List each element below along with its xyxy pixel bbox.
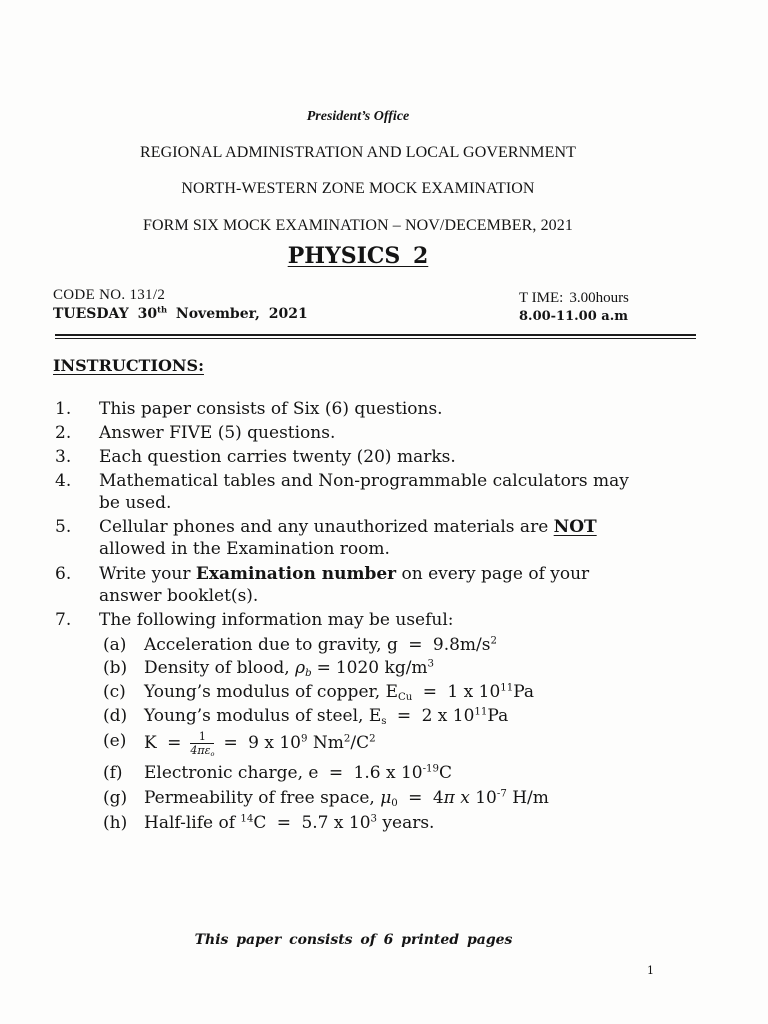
zone-heading: NORTH-WESTERN ZONE MOCK EXAMINATION	[181, 180, 535, 197]
exponent: -7	[496, 788, 507, 800]
constant-text	[144, 705, 508, 727]
instruction-text	[99, 563, 589, 607]
instruction-line-start: Cellular phones and any unauthorized materials are	[99, 517, 549, 537]
fraction	[190, 730, 214, 757]
instruction-text: Each question carries twenty (20) marks.	[99, 447, 456, 467]
instruction-item	[0, 470, 768, 513]
day-suffix: th	[157, 304, 168, 315]
constant-symbol: g	[386, 635, 398, 655]
denominator-subscript: o	[210, 749, 215, 758]
equals-sign: =	[422, 682, 438, 702]
instruction-number: 1.	[55, 399, 72, 419]
constant-text	[144, 812, 434, 834]
exam-time-range: 8.00-11.00 a.m	[519, 309, 628, 324]
constant-label: (b)	[103, 658, 128, 678]
exam-month-year: November, 2021	[175, 306, 308, 322]
instruction-text: This paper consists of Six (6) questions.	[99, 399, 443, 419]
paper-code: CODE NO. 131/2	[53, 287, 166, 303]
instruction-line: Mathematical tables and Non-programmable calculators may	[99, 471, 629, 491]
constant-symbol: ρ	[295, 658, 306, 678]
constant-value: 2 x 10	[421, 706, 475, 726]
instruction-number: 6.	[55, 564, 72, 584]
duration-value: 3.00hours	[569, 290, 629, 306]
constant-symbol: E	[368, 706, 382, 726]
constant-unit: Nm	[312, 733, 344, 753]
exam-heading: FORM SIX MOCK EXAMINATION – NOV/DECEMBER, 2021	[143, 217, 573, 234]
constant-description: Permeability of free space,	[144, 788, 375, 808]
unit-exponent: 2	[343, 733, 351, 745]
constant-description: Electronic charge,	[144, 763, 304, 783]
instruction-number: 4.	[55, 471, 72, 491]
instruction-number: 5.	[55, 517, 72, 537]
instruction-text	[99, 516, 597, 560]
constant-text	[144, 634, 497, 656]
constant-item	[0, 812, 768, 834]
constant-label: (c)	[103, 682, 126, 702]
exponent: 9	[300, 733, 308, 745]
constant-label: (d)	[103, 706, 128, 726]
constant-description: Acceleration due to gravity,	[144, 635, 382, 655]
constant-label: (h)	[103, 813, 128, 833]
constant-symbol: e	[308, 763, 319, 783]
office-name: President’s Office	[306, 109, 410, 124]
time-label: T IME:	[519, 290, 564, 306]
constant-value: 9.8m/s	[432, 635, 491, 655]
exponent: 3	[370, 813, 377, 825]
constant-label: (g)	[103, 788, 128, 808]
instruction-text: The following information may be useful:	[99, 610, 454, 630]
constant-label: (e)	[103, 731, 127, 751]
instruction-line	[99, 516, 597, 538]
instruction-number: 2.	[55, 423, 72, 443]
constant-item	[0, 762, 768, 784]
constant-symbol: μ	[380, 788, 392, 808]
constant-symbol: C	[253, 813, 267, 833]
constant-item	[0, 787, 768, 809]
instruction-item	[0, 422, 768, 444]
emphasis-examination-number: Examination number	[195, 564, 397, 584]
constant-description: Density of blood,	[144, 658, 290, 678]
instruction-text	[99, 470, 629, 514]
fraction-denominator	[190, 744, 214, 757]
instruction-line-start: Write your	[99, 564, 191, 584]
exam-day: TUESDAY 30	[53, 306, 158, 322]
instructions-heading: INSTRUCTIONS:	[53, 356, 204, 375]
instruction-line: answer booklet(s).	[99, 586, 259, 606]
fraction-numerator: 1	[190, 730, 214, 744]
instruction-line: be used.	[99, 493, 172, 513]
constant-unit: years.	[382, 813, 435, 833]
exponent: 2	[490, 635, 497, 647]
constant-value: 1.6 x 10	[353, 763, 423, 783]
double-rule-divider	[55, 334, 696, 339]
equals-sign: =	[316, 658, 331, 678]
equals-sign: =	[223, 733, 238, 753]
constant-symbol: E	[385, 682, 398, 702]
constant-value: 1020 kg/m	[335, 658, 428, 678]
constant-item	[0, 705, 768, 727]
symbol-subscript: 0	[391, 798, 398, 810]
constant-description: Half-life of	[144, 813, 235, 833]
constant-label: (a)	[103, 635, 127, 655]
constant-text	[144, 730, 376, 757]
denominator-text: 4πε	[190, 744, 211, 757]
constant-label: (f)	[103, 763, 123, 783]
constant-unit-2: /C	[350, 733, 370, 753]
symbol-subscript: Cu	[398, 692, 413, 704]
instruction-text: Answer FIVE (5) questions.	[99, 423, 336, 443]
exponent: 11	[500, 682, 514, 694]
constant-text	[144, 681, 534, 703]
constant-text	[144, 762, 452, 784]
exponent: 3	[427, 658, 435, 670]
instruction-number: 3.	[55, 447, 72, 467]
instruction-item	[0, 516, 768, 559]
isotope-mass-number: 14	[240, 813, 254, 825]
subject-title	[0, 242, 716, 270]
symbol-subscript: s	[381, 716, 387, 728]
instruction-number: 7.	[55, 610, 72, 630]
constant-item	[0, 730, 768, 758]
instruction-line: allowed in the Examination room.	[99, 539, 390, 559]
instruction-line	[99, 563, 589, 585]
exam-duration	[519, 289, 629, 307]
constant-item	[0, 634, 768, 656]
constant-value: 9 x 10	[248, 733, 301, 753]
instruction-item	[0, 446, 768, 468]
ministry-heading: REGIONAL ADMINISTRATION AND LOCAL GOVERNMENT	[139, 144, 577, 161]
constant-value-tail: 10	[475, 788, 497, 808]
constant-description: Young’s modulus of copper,	[144, 682, 381, 702]
constant-unit: H/m	[512, 788, 549, 808]
constant-item	[0, 657, 768, 679]
exam-date	[53, 305, 308, 323]
constant-item	[0, 681, 768, 703]
equals-sign: =	[167, 733, 182, 753]
equals-sign: =	[276, 813, 292, 833]
instruction-line-end: on every page of your	[401, 564, 590, 584]
page-count-note: This paper consists of 6 printed pages	[194, 932, 513, 948]
constant-unit: Pa	[513, 682, 535, 702]
equals-sign: =	[328, 763, 344, 783]
constant-text	[144, 657, 434, 679]
constant-unit: Pa	[487, 706, 509, 726]
constant-text	[144, 787, 549, 809]
page-number: 1	[647, 964, 654, 977]
constant-value-italic: π x	[443, 788, 470, 808]
equals-sign: =	[396, 706, 412, 726]
exponent: 11	[474, 706, 488, 718]
instruction-item	[0, 398, 768, 420]
constant-value: 1 x 10	[447, 682, 501, 702]
equals-sign: =	[408, 635, 423, 655]
instruction-item	[0, 563, 768, 606]
constant-description: Young’s modulus of steel,	[144, 706, 364, 726]
symbol-subscript: b	[305, 668, 312, 680]
emphasis-not: NOT	[553, 517, 597, 537]
constant-symbol: K	[144, 733, 157, 753]
equals-sign: =	[408, 788, 423, 808]
unit-exponent-2: 2	[369, 733, 376, 745]
constant-unit: C	[439, 763, 453, 783]
exponent: -19	[422, 763, 440, 775]
instruction-item	[0, 609, 768, 631]
subject-title-text: PHYSICS 2	[287, 243, 429, 269]
constant-value: 4	[432, 788, 444, 808]
constant-value: 5.7 x 10	[301, 813, 371, 833]
